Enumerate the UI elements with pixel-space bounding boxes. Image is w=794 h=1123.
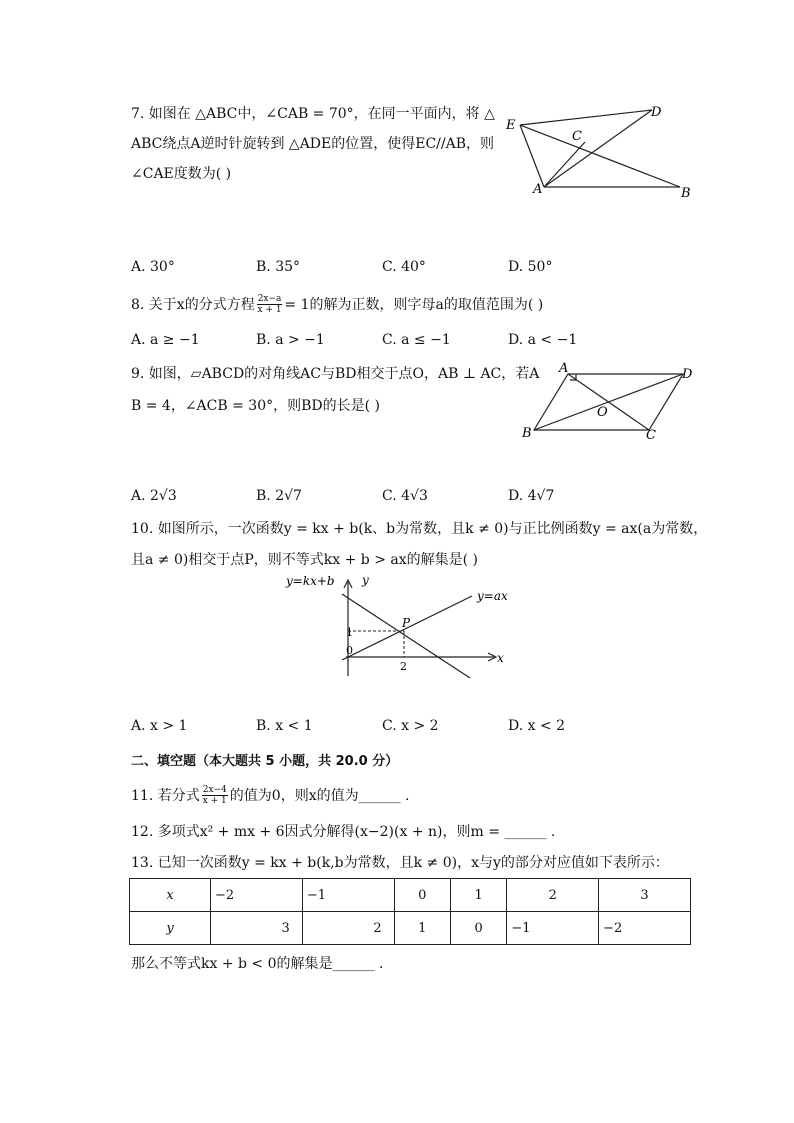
q10-label-ax: y=ax [477,589,508,603]
q13-value-table [129,878,691,945]
q13-row-y [130,912,691,945]
q8-option-b: B. a > −1 [256,332,325,348]
section-title: 二、填空题（本大题共 5 小题，共 20.0 分） [131,754,399,769]
q7-option-b: B. 35° [256,259,301,275]
q10-label-y: y [362,573,369,587]
q12-line: 12. 多项式x² + mx + 6因式分解得(x−2)(x + n)，则m = ______ . [131,824,556,840]
q9-label-D: D [682,367,693,382]
q10-graph [280,572,520,682]
q13-y-cell: 0 [450,912,506,945]
q9-line2: B = 4，∠ACB = 30°，则BD的长是( ) [131,398,380,414]
q13-x-cell: −1 [302,879,394,912]
q7-label-B: B [681,186,691,201]
q7-label-E: E [506,118,516,133]
q10-label-x-val: 2 [400,660,407,673]
q9-diagonal-BD [534,374,683,430]
q10-option-b: B. x < 1 [256,718,313,734]
q13-x-cell: 2 [507,879,599,912]
q7-edge-EA [520,125,544,187]
q8-frac-num: 2x−a [257,294,282,304]
q7-label-D: D [651,105,662,120]
q8-option-c: C. a ≤ −1 [382,332,451,348]
q10-line2: 且a ≠ 0)相交于点P，则不等式kx + b > ax的解集是( ) [131,552,478,568]
q10-label-origin: 0 [346,644,353,657]
q8-frac-den: x + 1 [257,305,282,315]
q13-x-label: x [130,879,211,912]
q13-line: 13. 已知一次函数y = kx + b(k,b为常数，且k ≠ 0)，x与y的部分对应值如下表所示： [131,855,669,871]
q10-option-c: C. x > 2 [382,718,439,734]
q11-frac-num: 2x−4 [202,785,227,795]
q7-label-A: A [533,182,543,197]
q13-y-cell: −1 [507,912,599,945]
q11-line [131,785,410,806]
q8-text-after: = 1的解为正数，则字母a的取值范围为( ) [284,296,544,313]
q13-x-cell: 3 [599,879,691,912]
q7-option-c: C. 40° [382,259,426,275]
q13-y-cell: 1 [394,912,450,945]
q9-label-O: O [597,405,608,420]
q11-text-before: 11. 若分式 [131,787,200,804]
q7-label-C: C [572,129,582,144]
q10-option-d: D. x < 2 [508,718,566,734]
q9-option-b: B. 2√7 [256,488,302,504]
q8-option-a: A. a ≥ −1 [131,332,200,348]
q7-line1: 7. 如图在 △ABC中，∠CAB = 70°，在同一平面内，将 △ [131,106,495,122]
q8-option-d: D. a < −1 [508,332,578,348]
q10-option-a: A. x > 1 [131,718,188,734]
q10-label-y-val: 1 [346,626,353,639]
q9-label-A: A [559,361,569,376]
q7-line3: ∠CAE度数为( ) [131,166,232,182]
q9-figure [515,358,705,444]
q9-option-a: A. 2√3 [131,488,177,504]
q13-after-line: 那么不等式kx + b < 0的解集是______ . [131,956,384,972]
q7-option-a: A. 30° [131,259,175,275]
q9-label-C: C [646,428,656,443]
q7-figure [500,98,700,202]
q7-line2: ABC绕点A逆时针旋转到 △ADE的位置，使得EC//AB，则 [131,136,495,152]
q11-text-after: 的值为0，则x的值为______ . [229,787,410,804]
q11-fraction [202,785,228,806]
q10-line1: 10. 如图所示，一次函数y = kx + b(k、b为常数，且k ≠ 0)与正比例函数y = ax(a为常数， [131,521,708,537]
q10-label-kxb: y=kx+b [286,574,335,588]
q13-y-cell: 3 [211,912,303,945]
q8-fraction [257,294,283,315]
q7-edge-AC [544,142,585,187]
q8-text-before: 8. 关于x的分式方程 [131,296,255,313]
q9-label-B: B [522,426,532,441]
q10-label-P: P [402,616,411,630]
q11-frac-den: x + 1 [202,796,227,806]
q13-x-cell: 0 [394,879,450,912]
q13-y-cell: −2 [599,912,691,945]
q8-line [131,294,543,315]
q10-label-x: x [497,651,504,665]
q7-edge-EB [520,125,680,187]
q13-x-cell: 1 [450,879,506,912]
q13-y-cell: 2 [302,912,394,945]
q13-y-label: y [130,912,211,945]
q13-row-x [130,879,691,912]
q7-option-d: D. 50° [508,259,553,275]
q9-line1: 9. 如图，▱ABCD的对角线AC与BD相交于点O，AB ⊥ AC，若A [131,366,540,382]
q7-edge-ED [520,110,652,125]
q7-edge-AD [544,110,652,187]
q9-option-c: C. 4√3 [382,488,428,504]
q9-option-d: D. 4√7 [508,488,555,504]
q13-x-cell: −2 [211,879,303,912]
